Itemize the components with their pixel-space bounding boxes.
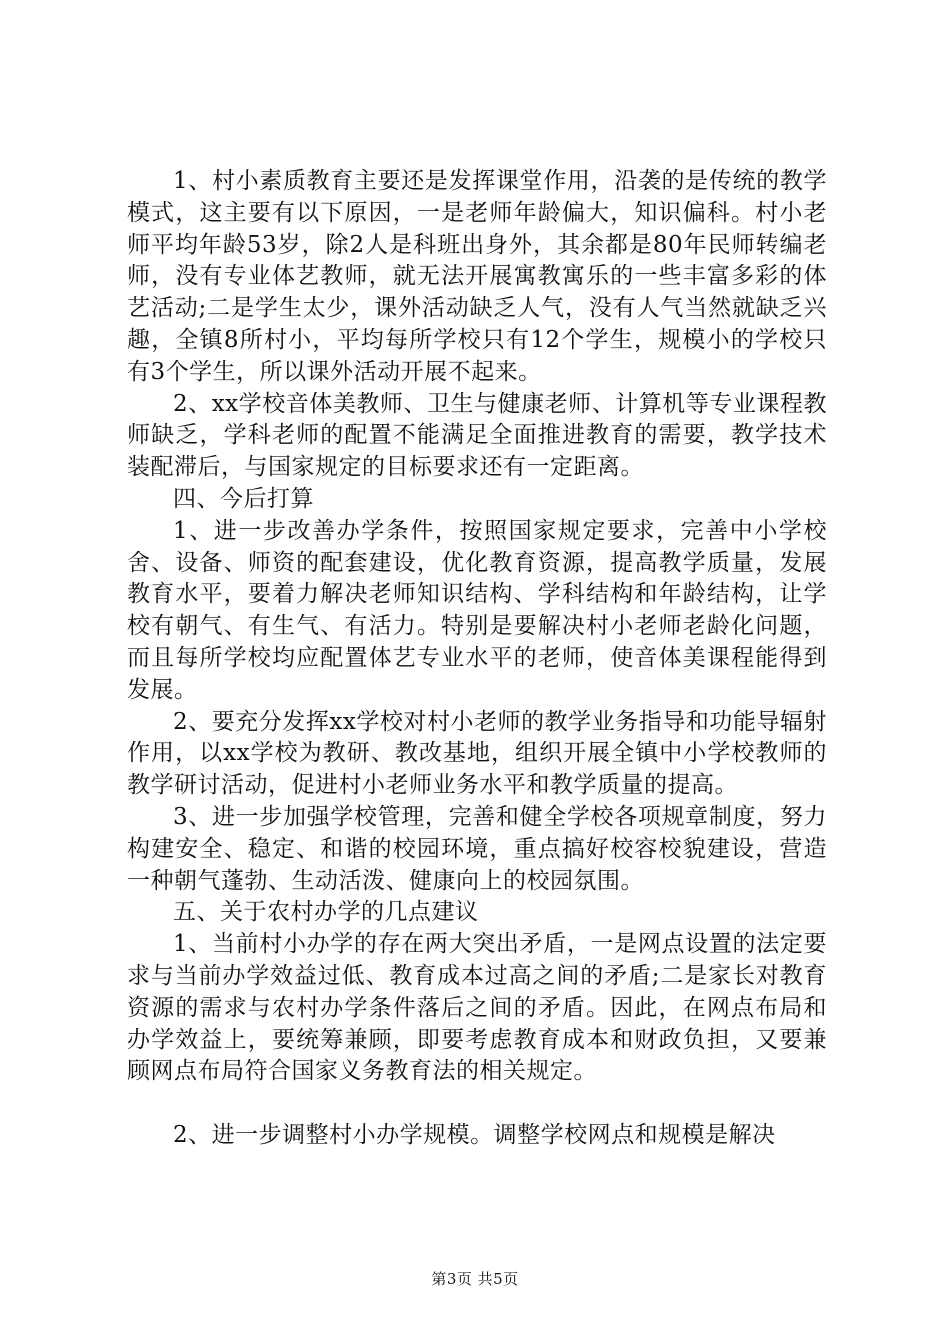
paragraph-gap: [127, 1088, 827, 1120]
paragraph-teacher-shortage: 2、xx学校音体美教师、卫生与健康老师、计算机等专业课程教师缺乏，学科老师的配置不能满足全面推进教育的需要，教学技术装配滞后，与国家规定的目标要求还有一定距离。: [127, 390, 827, 481]
paragraph-improve-conditions: 1、进一步改善办学条件，按照国家规定要求，完善中小学校舍、设备、师资的配套建设，优化教育资源，提高教学质量，发展教育水平，要着力解决老师知识结构、学科结构和年龄结构，让学校有朝气、有生气、有活力。特别是要解决村小老师老龄化问题，而且每所学校均应配置体艺专业水平的老师，使音体美课程能得到发展。: [127, 517, 827, 703]
section-heading-suggestions: 五、关于农村办学的几点建议: [173, 899, 479, 926]
paragraph-school-management: 3、进一步加强学校管理，完善和健全学校各项规章制度，努力构建安全、稳定、和谐的校园环境，重点搞好校容校貌建设，营造一种朝气蓬勃、生动活泼、健康向上的校园氛围。: [127, 803, 827, 894]
page-number-footer: 第3页 共5页: [431, 1270, 519, 1288]
section-heading-future-plans: 四、今后打算: [173, 485, 314, 512]
paragraph-two-contradictions: 1、当前村小办学的存在两大突出矛盾，一是网点设置的法定要求与当前办学效益过低、教育成本过高之间的矛盾;二是家长对教育资源的需求与农村办学条件落后之间的矛盾。因此，在网点布局和办学效益上，要统筹兼顾，即要考虑教育成本和财政负担，又要兼顾网点布局符合国家义务教育法的相关规定。: [127, 931, 827, 1085]
paragraph-adjust-scale: 2、进一步调整村小办学规模。调整学校网点和规模是解决: [173, 1122, 776, 1149]
paragraph-village-quality-education: 1、村小素质教育主要还是发挥课堂作用，沿袭的是传统的教学模式，这主要有以下原因，一是老师年龄偏大，知识偏科。村小老师平均年龄53岁，除2人是科班出身外，其余都是80年民师转编老师，没有专业体艺教师，就无法开展寓教寓乐的一些丰富多彩的体艺活动;二是学生太少，课外活动缺乏人气，没有人气当然就缺乏兴趣，全镇8所村小，平均每所学校只有12个学生，规模小的学校只有3个学生，所以课外活动开展不起来。: [127, 168, 827, 385]
document-body: [127, 166, 827, 1152]
paragraph-teaching-guidance: 2、要充分发挥xx学校对村小老师的教学业务指导和功能导辐射作用，以xx学校为教研、教改基地，组织开展全镇中小学校教师的教学研讨活动，促进村小老师业务水平和教学质量的提高。: [127, 708, 827, 799]
